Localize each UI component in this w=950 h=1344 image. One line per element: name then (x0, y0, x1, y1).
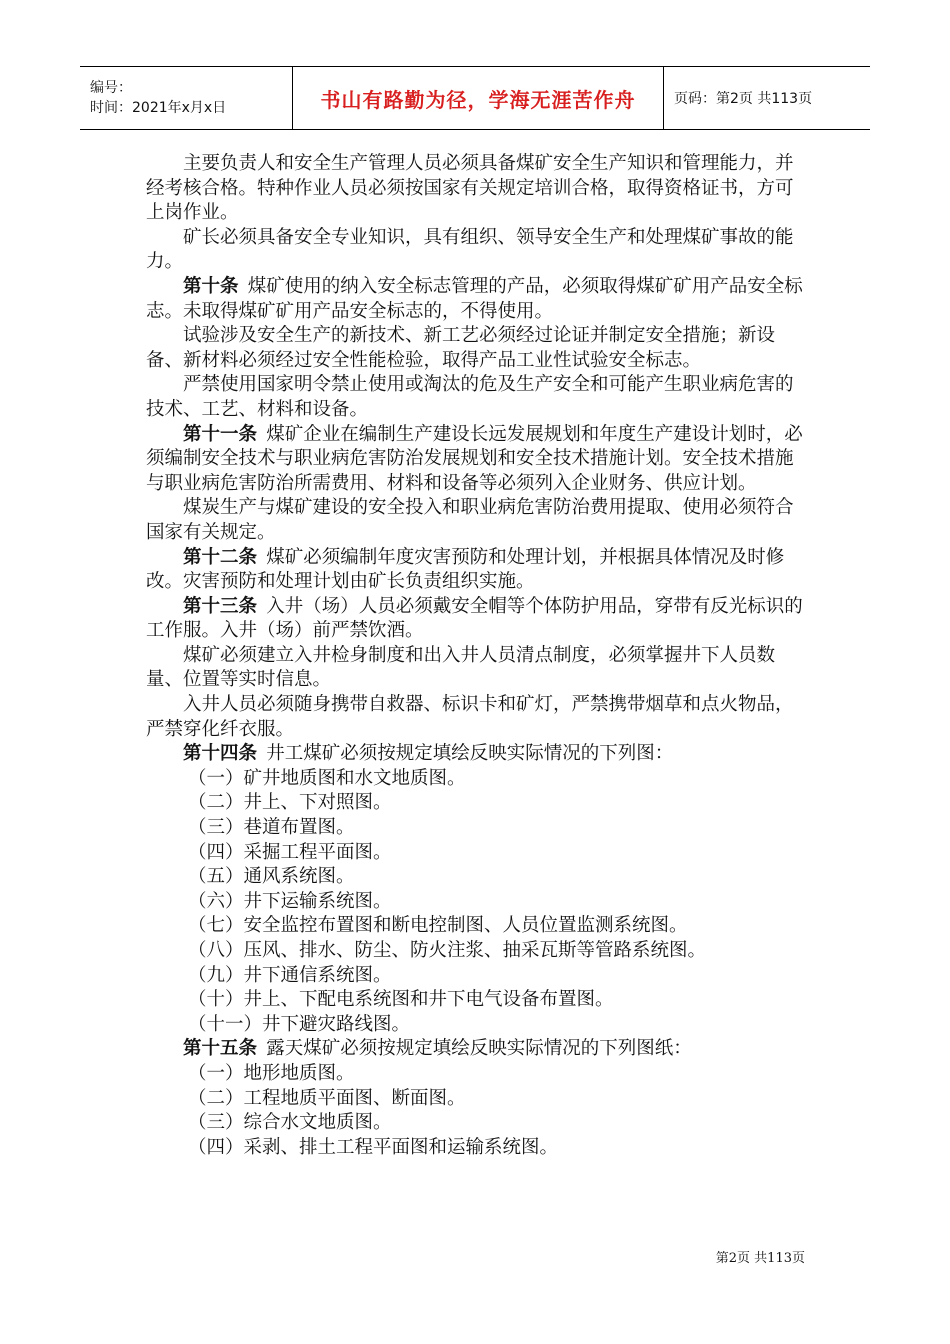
list-item (146, 1111, 810, 1136)
paragraph-text: 煤矿必须建立入井检身制度和出入井人员清点制度，必须掌握井下人员数量、位置等实时信息。 (146, 644, 776, 691)
paragraph-text: （五）通风系统图。 (188, 866, 355, 888)
paragraph-text: （一）地形地质图。 (188, 1062, 355, 1084)
list-item (146, 865, 810, 890)
page-header (80, 66, 870, 130)
article-title: 第十条 (183, 275, 239, 297)
article-paragraph (146, 742, 810, 767)
paragraph-text: （十）井上、下配电系统图和井下电气设备布置图。 (188, 989, 614, 1011)
list-item (146, 964, 810, 989)
document-time-label: 时间：2021年x月x日 (90, 100, 227, 116)
paragraph-text: （四）采剥、排土工程平面图和运输系统图。 (188, 1136, 559, 1158)
list-item (146, 816, 810, 841)
paragraph-text: 井工煤矿必须按规定填绘反映实际情况的下列图： (266, 743, 674, 765)
article-paragraph (146, 595, 810, 644)
body-paragraph (146, 644, 810, 693)
article-title: 第十二条 (183, 546, 258, 568)
header-motto: 书山有路勤为径，学海无涯苦作舟 (320, 87, 636, 112)
list-item (146, 1062, 810, 1087)
article-title: 第十四条 (183, 743, 258, 765)
paragraph-text: 煤矿使用的纳入安全标志管理的产品，必须取得煤矿矿用产品安全标志。未取得煤矿矿用产品安全标志的，不得使用。 (146, 275, 803, 322)
paragraph-text: 主要负责人和安全生产管理人员必须具备煤矿安全生产知识和管理能力，并经考核合格。特种作业人员必须按国家有关规定培训合格，取得资格证书，方可上岗作业。 (146, 153, 794, 224)
list-item (146, 914, 810, 939)
paragraph-text: 入井（场）人员必须戴安全帽等个体防护用品，穿带有反光标识的工作服。入井（场）前严禁饮酒。 (146, 595, 803, 642)
list-item (146, 791, 810, 816)
body-paragraph (146, 373, 810, 422)
list-item (146, 1136, 810, 1161)
paragraph-text: 煤矿必须编制年度灾害预防和处理计划，并根据具体情况及时修改。灾害预防和处理计划由矿长负责组织实施。 (146, 546, 785, 593)
article-paragraph (146, 275, 810, 324)
paragraph-text: 矿长必须具备安全专业知识，具有组织、领导安全生产和处理煤矿事故的能力。 (146, 226, 794, 273)
paragraph-text: 露天煤矿必须按规定填绘反映实际情况的下列图纸： (266, 1038, 692, 1060)
article-title: 第十五条 (183, 1038, 258, 1060)
article-paragraph (146, 1037, 810, 1062)
paragraph-text: （三）巷道布置图。 (188, 817, 355, 839)
paragraph-text: 煤矿企业在编制生产建设长远发展规划和年度生产建设计划时，必须编制安全技术与职业病危害防治发展规划和安全技术措施计划。安全技术措施与职业病危害防治所需费用、材料和设备等必须列入企业财务、供应计划。 (146, 423, 803, 494)
paragraph-text: （八）压风、排水、防尘、防火注浆、抽采瓦斯等管路系统图。 (188, 940, 707, 961)
paragraph-text: 入井人员必须随身携带自救器、标识卡和矿灯，严禁携带烟草和点火物品，严禁穿化纤衣服。 (146, 694, 794, 740)
list-item (146, 1087, 810, 1112)
article-title: 第十三条 (183, 595, 258, 617)
paragraph-text: （三）综合水文地质图。 (188, 1112, 392, 1134)
body-paragraph (146, 226, 810, 275)
body-paragraph (146, 496, 810, 545)
body-paragraph (146, 693, 810, 742)
paragraph-text: （七）安全监控布置图和断电控制图、人员位置监测系统图。 (188, 915, 688, 937)
list-item (146, 767, 810, 792)
paragraph-text: （四）采掘工程平面图。 (188, 841, 392, 863)
header-motto-cell (293, 67, 664, 129)
document-number-label: 编号： (90, 80, 132, 96)
header-page-cell (664, 67, 870, 129)
paragraph-text: 试验涉及安全生产的新技术、新工艺必须经过论证并制定安全措施；新设备、新材料必须经过安全性能检验，取得产品工业性试验安全标志。 (146, 325, 776, 371)
article-paragraph (146, 423, 810, 497)
article-title: 第十一条 (183, 423, 258, 445)
list-item (146, 1013, 810, 1038)
paragraph-text: （二）井上、下对照图。 (188, 792, 392, 814)
list-item (146, 988, 810, 1013)
paragraph-text: 严禁使用国家明令禁止使用或淘汰的危及生产安全和可能产生职业病危害的技术、工艺、材料和设备。 (146, 374, 794, 420)
paragraph-text: 煤炭生产与煤矿建设的安全投入和职业病危害防治费用提取、使用必须符合国家有关规定。 (146, 497, 794, 543)
paragraph-text: （十一）井下避灾路线图。 (188, 1013, 411, 1035)
body-paragraph (146, 324, 810, 373)
header-meta (80, 67, 293, 129)
article-paragraph (146, 546, 810, 595)
list-item (146, 890, 810, 915)
paragraph-text: （一）矿井地质图和水文地质图。 (188, 767, 466, 789)
page-footer: 第2页 共113页 (715, 1251, 805, 1266)
list-item (146, 939, 810, 964)
paragraph-text: （九）井下通信系统图。 (188, 964, 392, 986)
paragraph-text: （六）井下运输系统图。 (188, 890, 392, 912)
paragraph-text: （二）工程地质平面图、断面图。 (188, 1087, 466, 1109)
body-paragraph (146, 152, 810, 226)
list-item (146, 841, 810, 866)
document-body (146, 152, 810, 1160)
header-page-number: 页码：第2页 共113页 (674, 91, 813, 107)
